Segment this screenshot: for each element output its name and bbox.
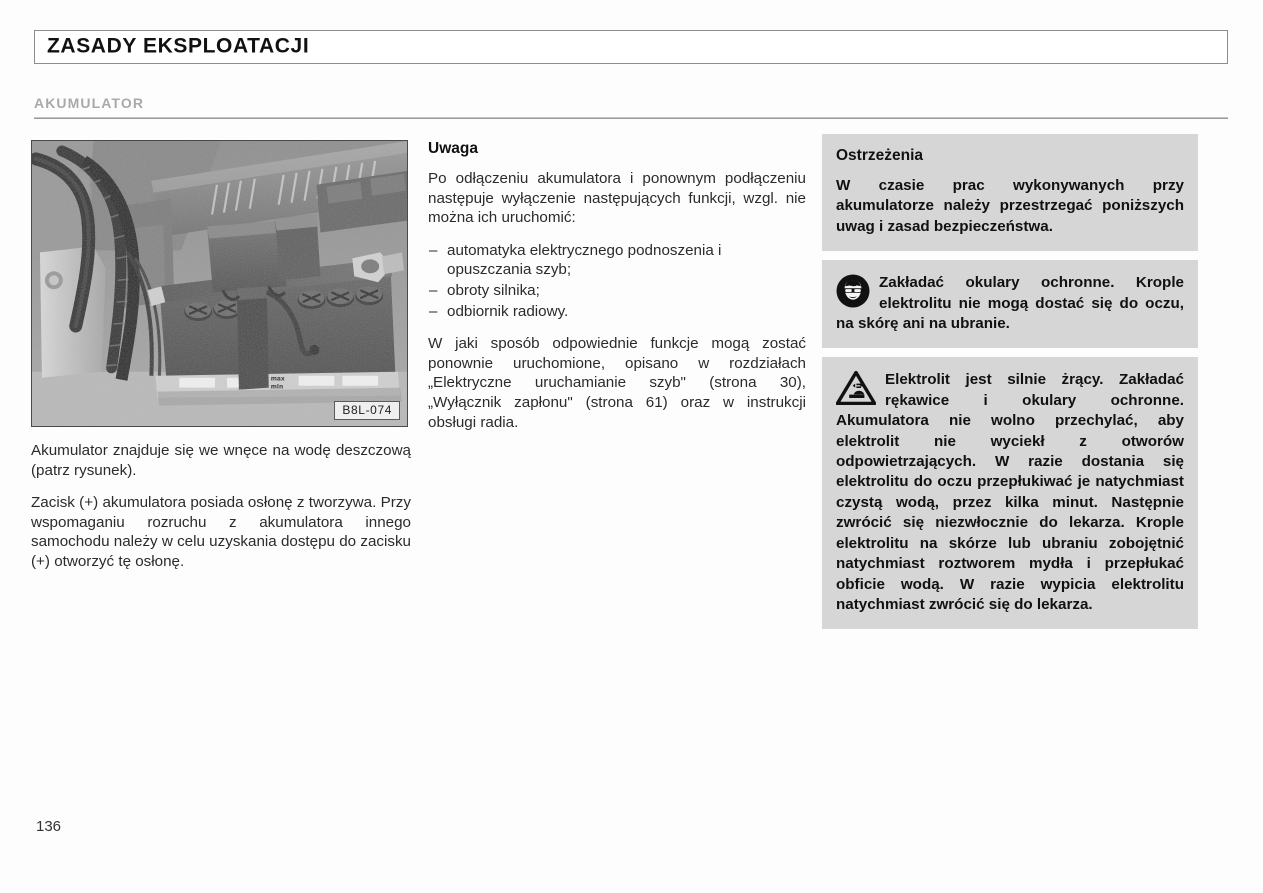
warning-text-corrosive: Elektrolit jest silnie żrący. Zakładać rękawice i okulary ochronne. Akumulatora nie wolno przechylać, aby elektrolit nie wyciekł z otworów odpowietrzających. W razie dostania się elektrolitu do oczu przepłukiwać je natychmiast czystą wodą, przez kilka minut. Następnie zwrócić się niezwłocznie do lekarza. Krople elektrolitu na skórze lub ubraniu zobojętnić natychmiast roztworem mydła i przepłukać obficie wodą. W razie wypicia elektrolitu natychmiast zwrócić się do lekarza. (836, 371, 1184, 613)
page-title: ZASADY EKSPLOATACJI (47, 34, 310, 58)
page-number: 136 (36, 818, 62, 835)
safety-goggles-icon (836, 274, 870, 308)
note-intro-paragraph: Po odłączeniu akumulatora i ponownym podłączeniu następuje wyłączenie następujących funkcji, wzgl. nie można ich uruchomić: (428, 170, 806, 227)
list-item: – obroty silnika; (428, 281, 806, 301)
warning-text-goggles: Zakładać okulary ochronne. Krople elektrolitu nie mogą dostać się do oczu, na skórę ani na ubranie. (836, 274, 1184, 333)
note-outro-paragraph: W jaki sposób odpowiednie funkcje mogą zostać ponownie uruchomione, opisano w rozdziałach „Elektryczne uruchamianie szyb" (strona 30), „Wyłącznik zapłonu" (strona 61) oraz w instrukcji obsługi radia. (428, 335, 806, 431)
section-divider (34, 117, 1228, 119)
list-item: – odbiornik radiowy. (428, 302, 806, 322)
figure-id-tag: B8L-074 (334, 401, 400, 420)
warning-heading: Ostrzeżenia (836, 147, 924, 164)
warning-text-general: W czasie prac wykonywanych przy akumulatorze należy przestrzegać poniższych uwag i zasad bezpieczeństwa. (836, 177, 1184, 235)
warning-box-corrosive (822, 357, 1198, 629)
corrosive-warning-triangle-icon (836, 371, 876, 405)
left-column (31, 140, 411, 585)
note-heading: Uwaga (428, 140, 478, 157)
middle-column (428, 140, 806, 445)
left-paragraph-2: Zacisk (+) akumulatora posiada osłonę z tworzywa. Przy wspomaganiu rozruchu z akumulatora innego samochodu należy w celu uzyskania dostępu do zacisku (+) otworzyć tę osłonę. (31, 494, 411, 570)
warning-box-general (822, 134, 1198, 251)
engine-bay-battery-photo (31, 140, 408, 427)
svg-text:min: min (270, 383, 284, 391)
warning-box-goggles (822, 260, 1198, 348)
right-column (822, 134, 1198, 638)
list-item: – automatyka elektrycznego podnoszenia i opuszczania szyb; (428, 241, 806, 280)
section-label: AKUMULATOR (34, 95, 145, 111)
disabled-functions-list (428, 241, 806, 321)
chapter-header-box (34, 30, 1228, 64)
svg-text:max: max (270, 375, 285, 383)
left-paragraph-1: Akumulator znajduje się we wnęce na wodę deszczową (patrz rysunek). (31, 442, 411, 479)
photo-artwork (32, 141, 407, 426)
